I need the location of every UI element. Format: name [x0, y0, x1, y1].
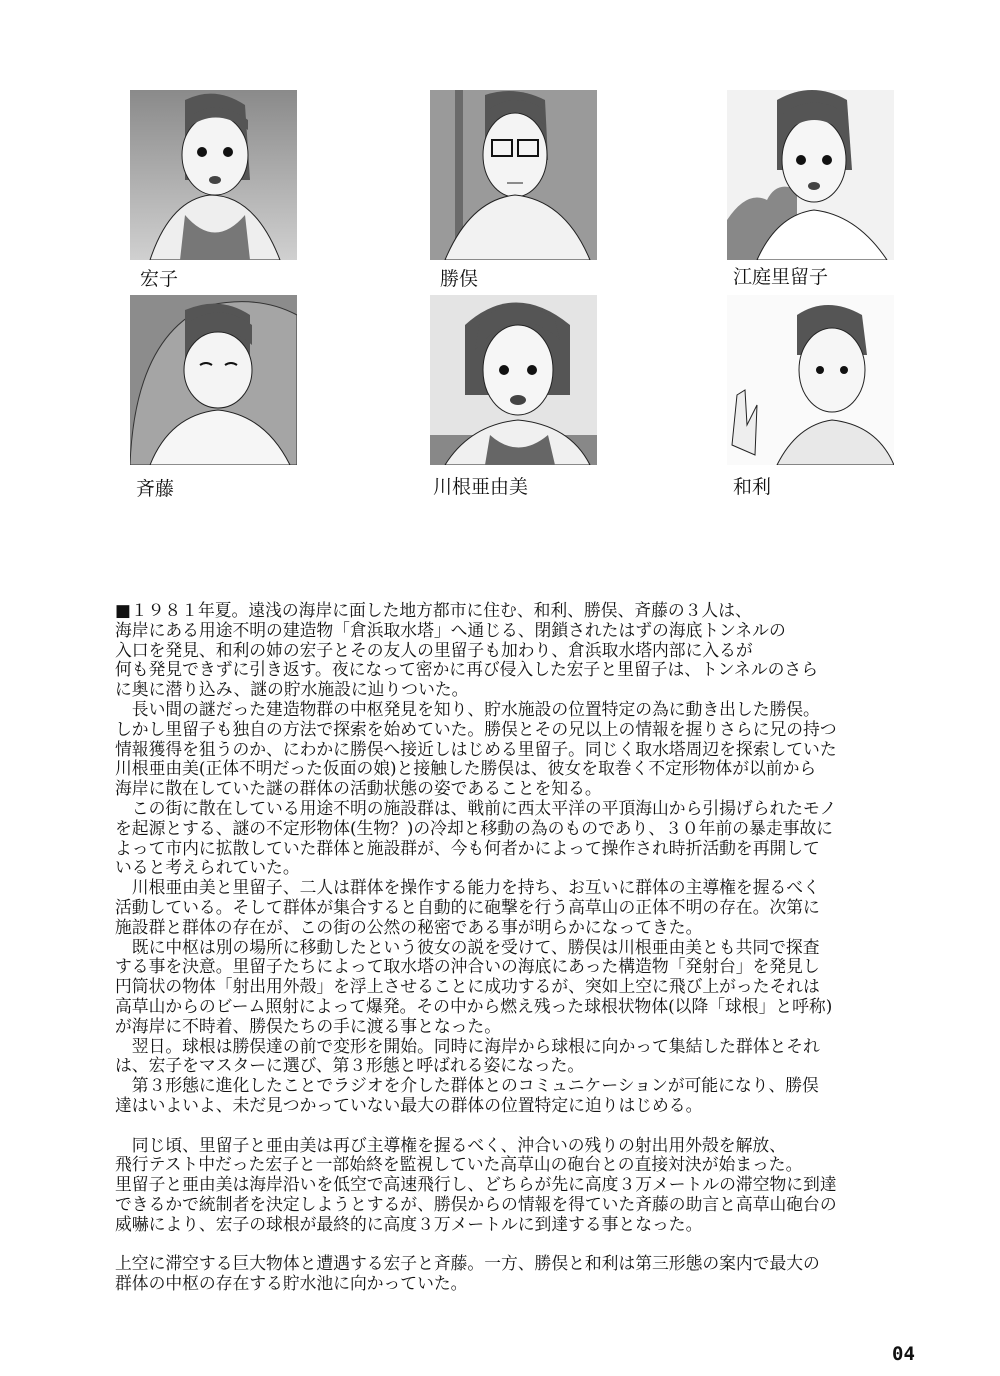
synopsis-line [115, 1116, 885, 1136]
synopsis-line: 施設群と群体の存在が、この街の公然の秘密である事が明らかになってきた。 [115, 916, 703, 937]
character-name: 江庭里留子 [733, 266, 829, 288]
portrait-saito [130, 295, 297, 465]
synopsis-line: 情報獲得を狙うのか、にわかに勝俣へ接近しはじめる里留子。同じく取水塔周辺を探索していた [115, 738, 837, 759]
synopsis-line: が海岸に不時着、勝俣たちの手に渡る事となった。 [115, 1015, 501, 1036]
synopsis-line: 円筒状の物体「射出用外殻」を浮上させることに成功するが、突如上空に飛び上がったそれは [115, 976, 820, 997]
synopsis-line: 翌日。球根は勝俣達の前で変形を開始。同時に海岸から球根に向かって集結した群体とそれ [115, 1035, 820, 1056]
portrait-katsumata [430, 90, 597, 260]
portrait-hiroko [130, 90, 297, 260]
synopsis-line: 第３形態に進化したことでラジオを介した群体とのコミュニケーションが可能になり、勝俣 [115, 1075, 819, 1096]
synopsis-line: する事を決意。里留子たちによって取水塔の沖合いの海底にあった構造物「発射台」を発見し [115, 956, 820, 977]
synopsis-line: ■１９８１年夏。遠浅の海岸に面した地方都市に住む、和利、勝俣、斉藤の３人は、 [115, 600, 752, 620]
synopsis-line: この街に散在している用途不明の施設群は、戦前に西太平洋の平頂海山から引揚げられたモノ [115, 797, 837, 818]
synopsis-line: 上空に滞空する巨大物体と遭遇する宏子と斉藤。一方、勝俣と和利は第三形態の案内で最大の [115, 1253, 820, 1274]
synopsis-line: 威嚇により、宏子の球根が最終的に高度３万メートルに到達する事となった。 [115, 1213, 703, 1234]
synopsis-line: 海岸に散在していた謎の群体の活動状態の姿であることを知る。 [115, 778, 602, 799]
synopsis-line: しかし里留子も独自の方法で探索を始めていた。勝俣とその兄以上の情報を握りさらに兄の持つ [115, 718, 837, 739]
synopsis-line: 川根亜由美と里留子、二人は群体を操作する能力を持ち、お互いに群体の主導権を握るべく [115, 877, 820, 898]
synopsis-line: 何も発見できずに引き返す。夜になって密かに再び侵入した宏子と里留子は、トンネルのさら [115, 659, 818, 680]
portrait-kazutoshi [727, 295, 894, 465]
character-name: 和利 [733, 476, 772, 498]
synopsis-line: いると考えられていた。 [115, 857, 300, 878]
synopsis-line: よって市内に拡散していた群体と施設群が、今も何者かによって操作され時折活動を再開して [115, 837, 820, 858]
synopsis-line: は、宏子をマスターに選び、第３形態と呼ばれる姿になった。 [115, 1055, 585, 1076]
synopsis-line: 達はいよいよ、未だ見つかっていない最大の群体の位置特定に迫りはじめる。 [115, 1094, 703, 1115]
synopsis-line [115, 1235, 885, 1255]
synopsis-line: に奥に潜り込み、謎の貯水施設に辿りついた。 [115, 679, 469, 700]
synopsis-line: 海岸にある用途不明の建造物「倉浜取水塔」へ通じる、閉鎖されたはずの海底トンネルの [115, 619, 786, 640]
synopsis-line: 長い間の謎だった建造物群の中枢発見を知り、貯水施設の位置特定の為に動き出した勝俣。 [115, 698, 820, 719]
synopsis-line: 活動している。そして群体が集合すると自動的に砲撃を行う高草山の正体不明の存在。次第に [115, 896, 820, 917]
synopsis-line: 川根亜由美(正体不明だった仮面の娘)と接触した勝俣は、彼女を取巻く不定形物体が以前から [115, 758, 817, 779]
character-name: 勝俣 [440, 268, 479, 290]
synopsis-line: 既に中枢は別の場所に移動したという彼女の説を受けて、勝俣は川根亜由美とも共同で探査 [115, 936, 820, 957]
synopsis-line: 高草山からのビーム照射によって爆発。その中から燃え残った球根状物体(以降「球根」と呼称) [115, 995, 833, 1016]
synopsis-line: 里留子と亜由美は海岸沿いを低空で高速飛行し、どちらが先に高度３万メートルの滞空物に到達 [115, 1174, 837, 1195]
character-name: 宏子 [140, 268, 179, 290]
character-name: 斉藤 [136, 478, 175, 500]
synopsis-line: 群体の中枢の存在する貯水池に向かっていた。 [115, 1273, 468, 1294]
page-number: 04 [892, 1343, 915, 1365]
portrait-eniwa-ruriko [727, 90, 894, 260]
synopsis-line: を起源とする、謎の不定形物体(生物？)の冷却と移動の為のものであり、３０年前の暴走事故に [115, 817, 833, 838]
synopsis-line: 入口を発見、和利の姉の宏子とその友人の里留子も加わり、倉浜取水塔内部に入るが [115, 639, 753, 660]
synopsis-text [115, 601, 885, 1294]
synopsis-line: 同じ頃、里留子と亜由美は再び主導権を握るべく、沖合いの残りの射出用外殻を解放、 [115, 1134, 786, 1155]
portrait-kawane-ayumi [430, 295, 597, 465]
synopsis-line: できるかで統制者を決定しようとするが、勝俣からの情報を得ていた斉藤の助言と高草山砲台の [115, 1193, 837, 1214]
character-name: 川根亜由美 [433, 476, 529, 498]
synopsis-line: 飛行テスト中だった宏子と一部始終を監視していた高草山の砲台との直接対決が始まった。 [115, 1154, 803, 1175]
